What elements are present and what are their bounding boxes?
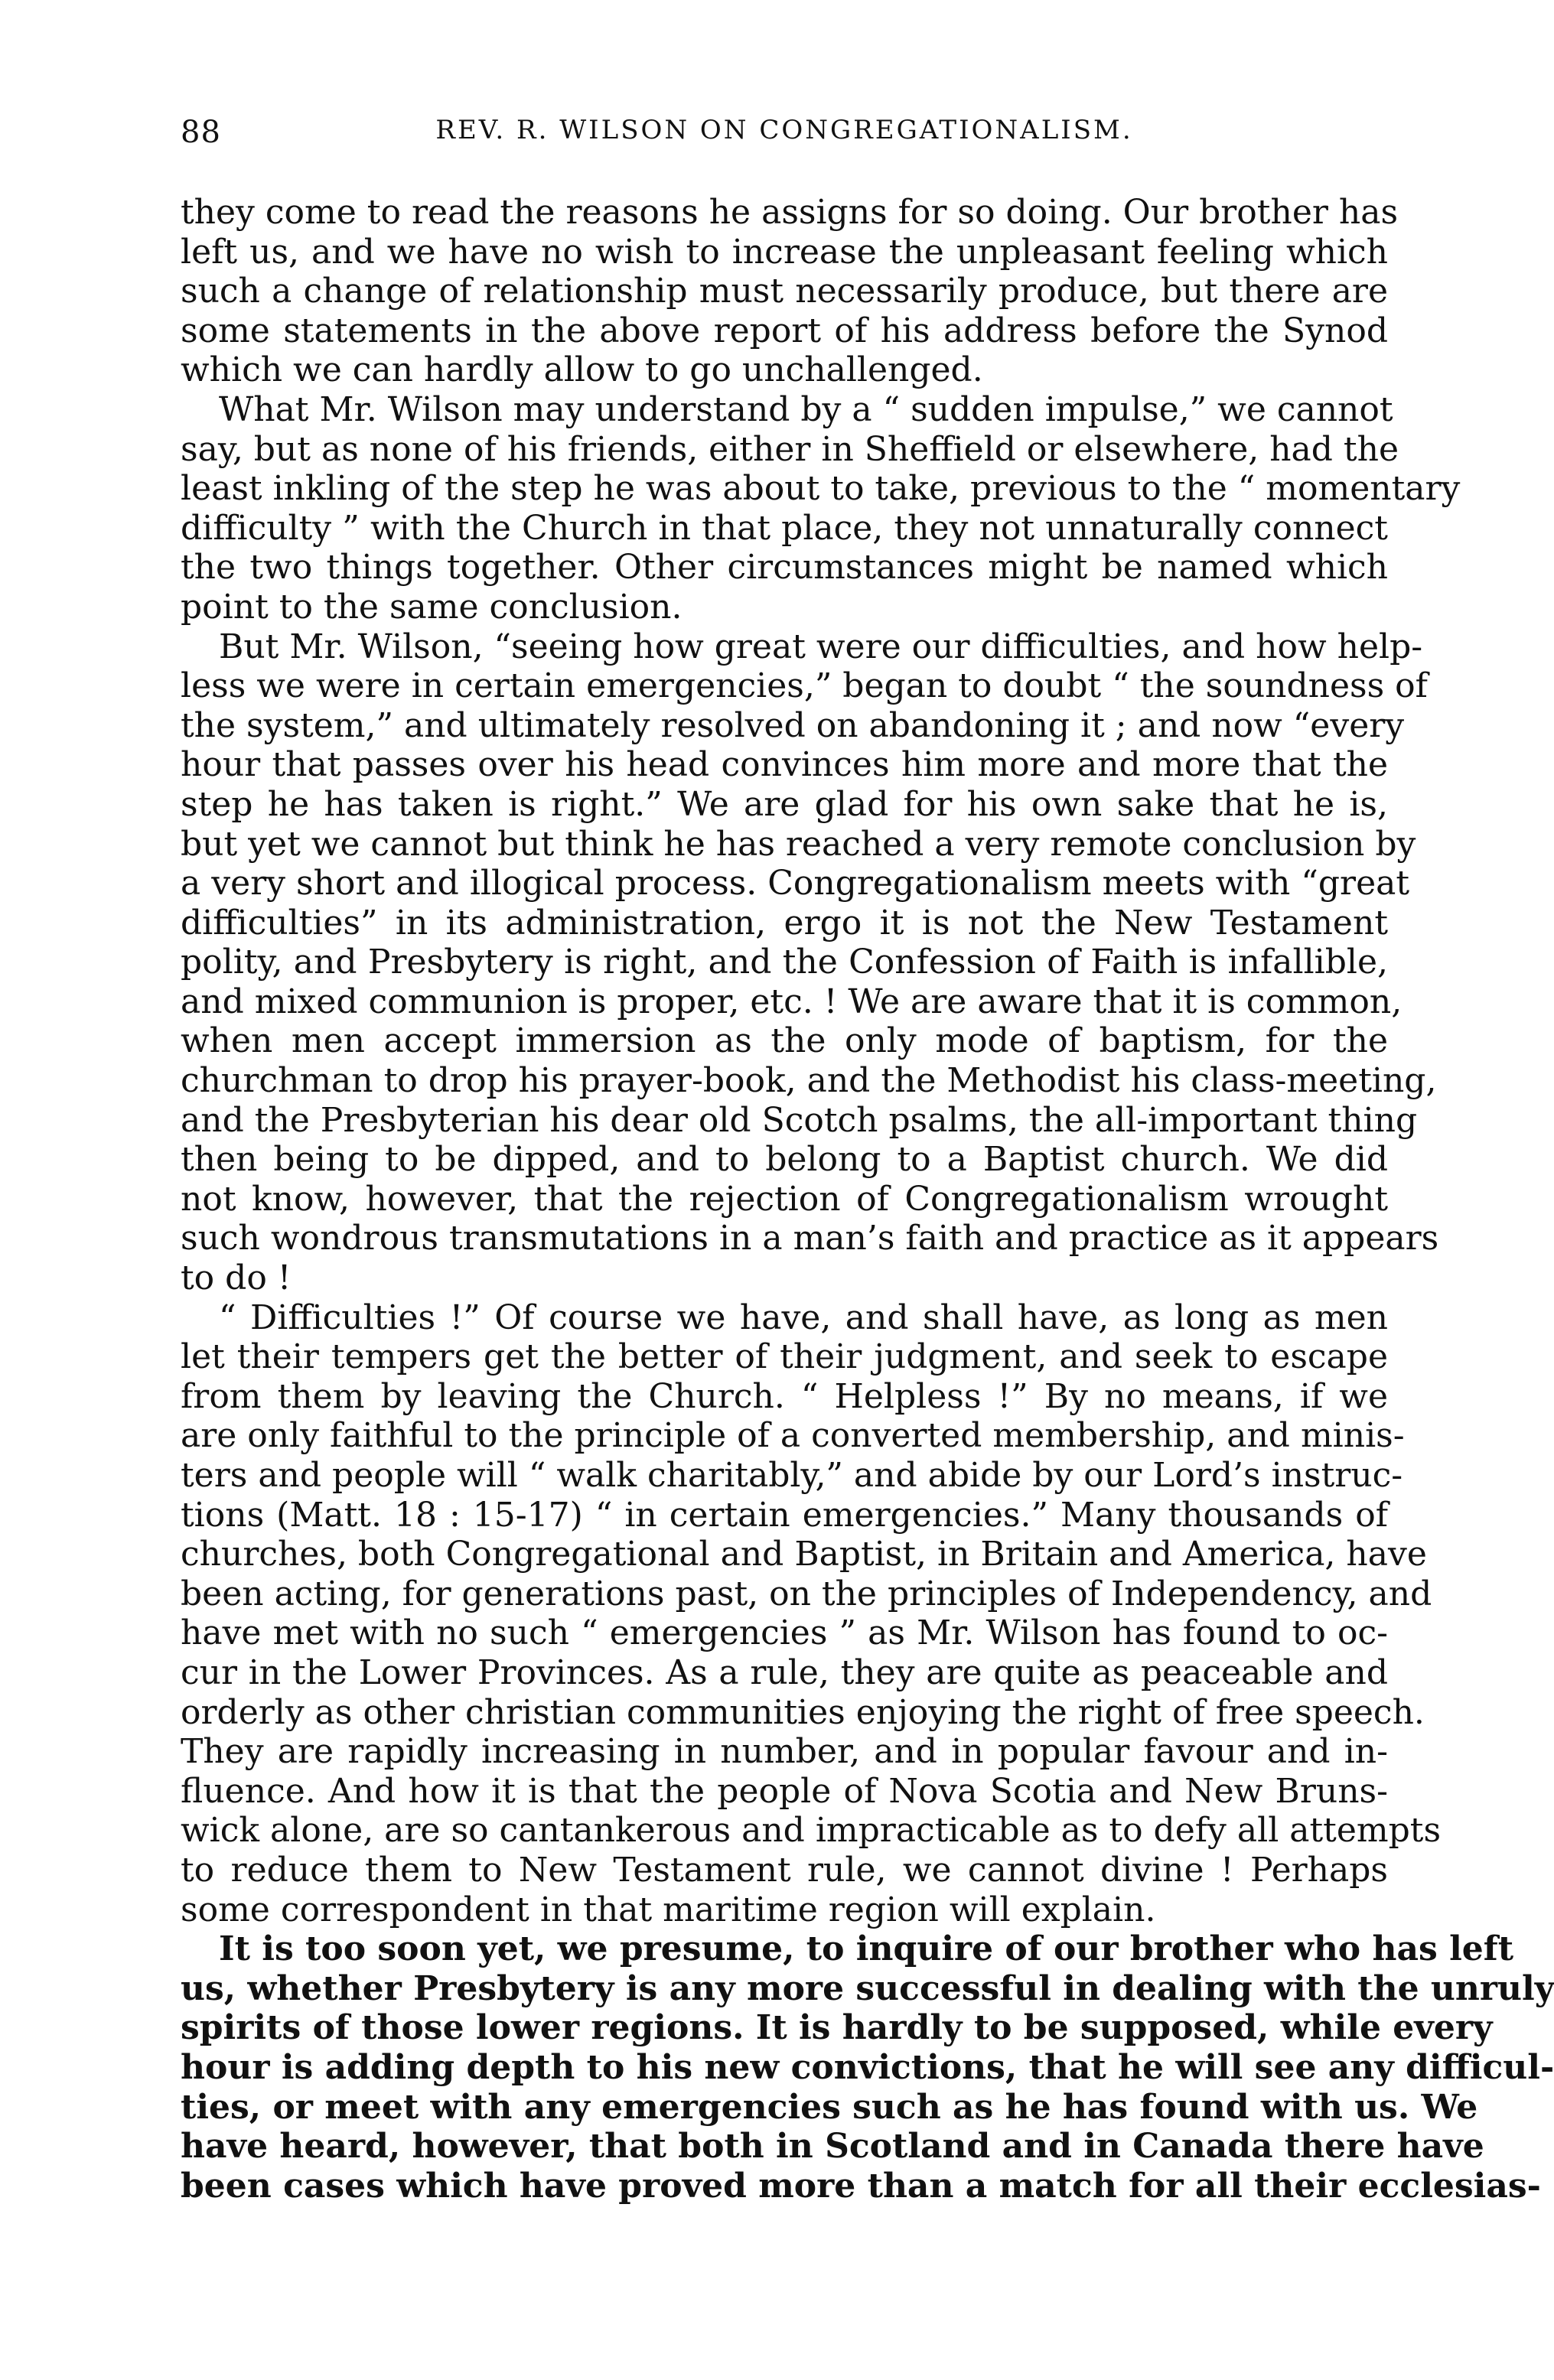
text-line: spirits of those lower regions. It is hardly to be supposed, while every [181, 2008, 1493, 2048]
text-line: churchman to drop his prayer-book, and the Methodist his class-meeting, [181, 1061, 1437, 1101]
text-line: fluence. And how it is that the people of Nova Scotia and New Bruns- [181, 1771, 1388, 1811]
text-line: polity, and Presbytery is right, and the Confession of Faith is infallible, [181, 943, 1388, 982]
text-line: such a change of relationship must necessarily produce, but there are [181, 272, 1388, 311]
text-line: and mixed communion is proper, etc. ! We are aware that it is common, [181, 982, 1403, 1021]
text-line: tions (Matt. 18 : 15-17) “ in certain emergencies.” Many thousands of [181, 1495, 1388, 1535]
text-line: from them by leaving the Church. “ Helpless !” By no means, if we [181, 1376, 1388, 1416]
paragraph-start-line: It is too soon yet, we presume, to inquire of our brother who has left [219, 1929, 1514, 1969]
running-title: REV. R. WILSON ON CONGREGATIONALISM. [435, 115, 1133, 145]
text-line: difficulty ” with the Church in that place, they not unnaturally connect [181, 508, 1388, 548]
text-line: less we were in certain emergencies,” began to doubt “ the soundness of [181, 666, 1428, 706]
text-line: a very short and illogical process. Congregationalism meets with “great [181, 864, 1410, 903]
text-line: hour is adding depth to his new convictions, that he will see any difficul- [181, 2047, 1554, 2087]
text-line: such wondrous transmutations in a man’s faith and practice as it appears [181, 1219, 1439, 1258]
text-line: ties, or meet with any emergencies such as he has found with us. We [181, 2087, 1478, 2127]
paragraph-start-line: But Mr. Wilson, “seeing how great were our difficulties, and how help- [219, 627, 1423, 666]
text-line: left us, and we have no wish to increase the unpleasant feeling which [181, 232, 1388, 272]
text-line: let their tempers get the better of their judgment, and seek to escape [181, 1337, 1388, 1377]
text-line: to do ! [181, 1258, 292, 1298]
text-line: they come to read the reasons he assigns for so doing. Our brother has [181, 193, 1399, 232]
text-line: the two things together. Other circumstances might be named which [181, 548, 1388, 588]
text-line: when men accept immersion as the only mode of baptism, for the [181, 1021, 1388, 1061]
text-line: been cases which have proved more than a match for all their ecclesias- [181, 2166, 1541, 2206]
text-line: the system,” and ultimately resolved on abandoning it ; and now “every [181, 705, 1405, 745]
text-line: but yet we cannot but think he has reached a very remote conclusion by [181, 824, 1416, 864]
running-head [181, 115, 1388, 161]
text-line: ters and people will “ walk charitably,” and abide by our Lord’s instruc- [181, 1456, 1403, 1495]
text-line: and the Presbyterian his dear old Scotch psalms, the all-important thing [181, 1100, 1418, 1140]
text-line: some correspondent in that maritime region will explain. [181, 1890, 1156, 1929]
text-line: least inkling of the step he was about to take, previous to the “ momentary [181, 469, 1461, 509]
text-line: They are rapidly increasing in number, and in popular favour and in- [181, 1732, 1388, 1772]
text-line: not know, however, that the rejection of Congregationalism wrought [181, 1179, 1388, 1219]
text-line: point to the same conclusion. [181, 587, 683, 627]
text-line: say, but as none of his friends, either in Sheffield or elsewhere, had the [181, 429, 1399, 469]
text-line: wick alone, are so cantankerous and impracticable as to defy all attempts [181, 1811, 1442, 1851]
text-line: have heard, however, that both in Scotland and in Canada there have [181, 2127, 1484, 2167]
text-line: orderly as other christian communities enjoying the right of free speech. [181, 1692, 1425, 1732]
paragraph-start-line: “ Difficulties !” Of course we have, and shall have, as long as men [219, 1297, 1388, 1337]
text-line: which we can hardly allow to go unchallenged. [181, 350, 983, 390]
text-line: to reduce them to New Testament rule, we cannot divine ! Perhaps [181, 1850, 1388, 1890]
text-line: been acting, for generations past, on the principles of Independency, and [181, 1574, 1432, 1613]
text-line: step he has taken is right.” We are glad for his own sake that he is, [181, 784, 1388, 824]
text-line: are only faithful to the principle of a converted membership, and minis- [181, 1416, 1405, 1456]
page-number: 88 [181, 115, 221, 150]
text-line: difficulties” in its administration, ergo it is not the New Testament [181, 903, 1388, 943]
text-line: cur in the Lower Provinces. As a rule, they are quite as peaceable and [181, 1652, 1388, 1692]
text-line: then being to be dipped, and to belong to a Baptist church. We did [181, 1140, 1388, 1180]
text-line: us, whether Presbytery is any more successful in dealing with the unruly [181, 1968, 1554, 2008]
text-line: hour that passes over his head convinces him more and more that the [181, 745, 1388, 785]
text-line: have met with no such “ emergencies ” as Mr. Wilson has found to oc- [181, 1613, 1388, 1653]
paragraph-start-line: What Mr. Wilson may understand by a “ sudden impulse,” we cannot [219, 389, 1393, 429]
text-line: some statements in the above report of his address before the Synod [181, 311, 1388, 350]
body-text [181, 193, 1554, 2206]
text-line: churches, both Congregational and Baptist, in Britain and America, have [181, 1535, 1427, 1574]
